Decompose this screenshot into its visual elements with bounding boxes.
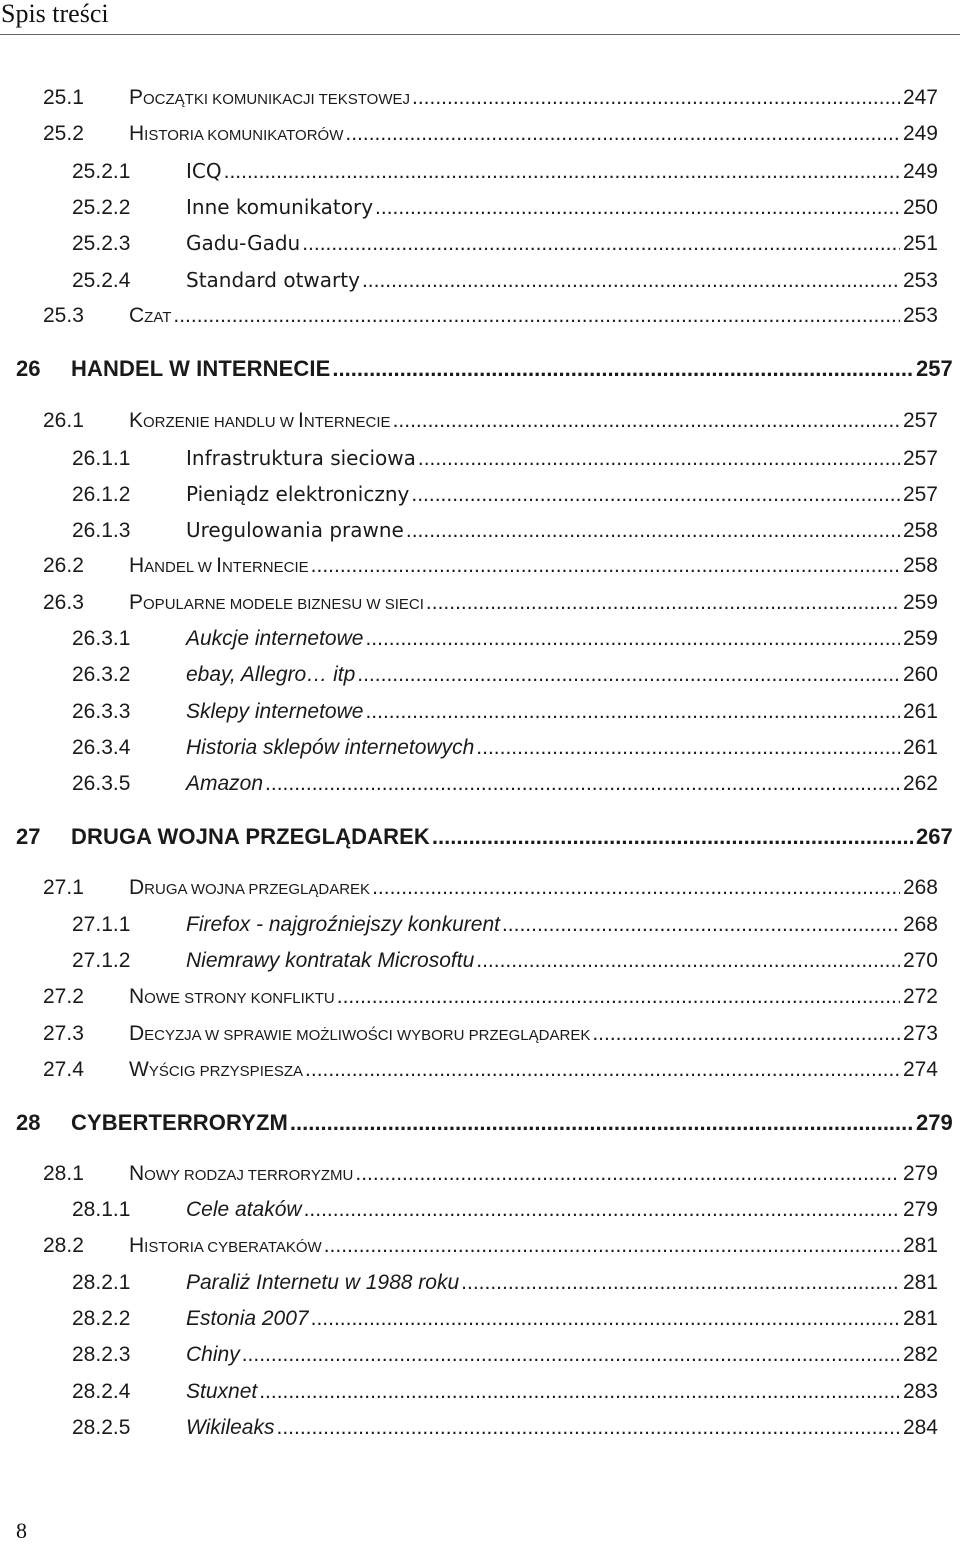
toc-entry-number: 26.3.1 — [72, 627, 131, 650]
toc-entry-number: 26.1.1 — [72, 447, 131, 470]
dot-leader — [290, 1110, 913, 1136]
toc-entry-number: 28.2.3 — [72, 1343, 131, 1366]
toc-entry-26[interactable] — [0, 356, 960, 388]
toc-entry-page: 282 — [902, 1343, 938, 1366]
toc-entry-27[interactable] — [0, 824, 960, 856]
dot-leader — [302, 232, 900, 256]
toc-entry-title-part: ISTORIA KOMUNIKATORÓW — [144, 127, 344, 144]
toc-entry-title-part: P — [129, 86, 144, 109]
toc-entry-page: 272 — [902, 985, 938, 1008]
dot-leader — [375, 196, 900, 220]
toc-entry-page: 281 — [902, 1307, 938, 1330]
toc-entry-title: Chiny — [186, 1343, 240, 1366]
dot-leader — [311, 1307, 900, 1331]
toc-entry-title: Amazon — [186, 772, 264, 795]
toc-entry-title-part: OPULARNE MODELE BIZNESU W SIECI — [143, 596, 424, 613]
toc-entry-title-part: NTERNECIE — [221, 559, 309, 576]
toc-entry-28-2-2[interactable] — [0, 1307, 960, 1339]
toc-entry-number: 28.2.5 — [72, 1416, 131, 1439]
toc-entry-25-2-1[interactable] — [0, 159, 960, 191]
toc-entry-title-part: OWY RODZAJ TERRORYZMU — [144, 1167, 354, 1184]
toc-entry-title: Cele ataków — [186, 1198, 302, 1221]
toc-entry-26-1[interactable] — [0, 409, 960, 441]
dot-leader — [393, 409, 900, 433]
toc-entry-number: 26.1.2 — [72, 483, 131, 506]
toc-entry-number: 26.2 — [43, 554, 84, 577]
toc-entry-title: HANDEL W INTERNECIE — [71, 356, 331, 381]
toc-entry-number: 27.1.1 — [72, 913, 131, 936]
toc-entry-number: 25.2.1 — [72, 160, 131, 183]
toc-entry-title-part: ISTORIA CYBERATAKÓW — [144, 1239, 322, 1256]
dot-leader — [337, 985, 900, 1009]
page-number: 8 — [16, 1518, 27, 1543]
toc-entry-page: 247 — [902, 86, 938, 109]
toc-entry-26-1-2[interactable] — [0, 482, 960, 514]
dot-leader — [304, 1198, 900, 1222]
toc-entry-title — [129, 1058, 303, 1082]
toc-entry-title-part: P — [129, 591, 144, 614]
toc-entry-number: 25.3 — [43, 304, 84, 327]
toc-entry-page: 274 — [902, 1058, 938, 1081]
toc-entry-26-3[interactable] — [0, 591, 960, 623]
toc-entry-title: Estonia 2007 — [186, 1307, 309, 1330]
toc-entry-title — [129, 1234, 322, 1258]
toc-entry-title-part: H — [129, 122, 145, 145]
toc-entry-title-part: C — [129, 304, 145, 327]
toc-entry-number: 25.2.4 — [72, 269, 131, 292]
toc-entry-25-2[interactable] — [0, 122, 960, 154]
toc-entry-title-part: OWE STRONY KONFLIKTU — [144, 990, 335, 1007]
toc-entry-26-2[interactable] — [0, 554, 960, 586]
toc-entry-page: 279 — [902, 1162, 938, 1185]
toc-entry-number: 28.2.2 — [72, 1307, 131, 1330]
toc-entry-page: 281 — [902, 1234, 938, 1257]
toc-entry-page: 262 — [902, 772, 938, 795]
toc-entry-number: 25.1 — [43, 86, 84, 109]
toc-entry-number: 28.1 — [43, 1162, 84, 1185]
toc-entry-28-2[interactable] — [0, 1234, 960, 1266]
toc-entry-title: DRUGA WOJNA PRZEGLĄDAREK — [71, 824, 430, 849]
toc-entry-25-2-4[interactable] — [0, 268, 960, 300]
toc-entry-title-part: N — [129, 985, 145, 1008]
dot-leader — [372, 876, 900, 900]
toc-entry-number: 27.4 — [43, 1058, 84, 1081]
toc-entry-page: 253 — [902, 304, 938, 327]
toc-entry-page: 281 — [902, 1271, 938, 1294]
toc-entry-number: 26.3 — [43, 591, 84, 614]
dot-leader — [418, 447, 900, 471]
toc-entry-page: 257 — [902, 447, 938, 470]
toc-entry-page: 257 — [902, 483, 938, 506]
toc-entry-title: Historia sklepów internetowych — [186, 736, 475, 759]
toc-entry-title: Inne komunikatory — [186, 195, 374, 219]
dot-leader — [242, 1343, 900, 1367]
page-title: Spis treści — [1, 0, 109, 28]
toc-entry-page: 253 — [902, 269, 938, 292]
toc-entry-number: 26.1 — [43, 409, 84, 432]
toc-entry-page: 270 — [902, 949, 938, 972]
toc-entry-28-1[interactable] — [0, 1162, 960, 1194]
toc-entry-number: 27.1 — [43, 876, 84, 899]
toc-entry-title — [129, 591, 424, 615]
toc-entry-26-1-1[interactable] — [0, 446, 960, 478]
toc-entry-number: 28.1.1 — [72, 1198, 131, 1221]
toc-entry-27-1[interactable] — [0, 876, 960, 908]
dot-leader — [426, 591, 900, 615]
toc-entry-title-part: D — [129, 1022, 145, 1045]
dot-leader — [476, 736, 900, 760]
toc-entry-number: 25.2.3 — [72, 232, 131, 255]
dot-leader — [365, 700, 900, 724]
toc-entry-page: 251 — [902, 232, 938, 255]
toc-entry-title-part: YŚCIG PRZYSPIESZA — [148, 1063, 304, 1080]
dot-leader — [432, 824, 913, 850]
toc-entry-28-2-5[interactable] — [0, 1416, 960, 1448]
toc-entry-title — [129, 1162, 353, 1186]
toc-entry-page: 257 — [916, 356, 953, 381]
toc-entry-title — [129, 409, 391, 433]
dot-leader — [592, 1022, 900, 1046]
toc-entry-number: 26 — [16, 356, 41, 381]
toc-entry-26-3-1[interactable] — [0, 627, 960, 659]
toc-entry-title-part: OCZĄTKI KOMUNIKACJI TEKSTOWEJ — [143, 91, 410, 108]
dot-leader — [502, 913, 900, 937]
toc-entry-25-3[interactable] — [0, 304, 960, 336]
toc-entry-number: 25.2 — [43, 122, 84, 145]
toc-entry-title: Aukcje internetowe — [186, 627, 364, 650]
toc-entry-title — [129, 876, 370, 900]
toc-entry-page: 250 — [902, 196, 938, 219]
toc-entry-25-2-3[interactable] — [0, 231, 960, 263]
toc-entry-title: ebay, Allegro… itp — [186, 663, 356, 686]
dot-leader — [332, 356, 913, 382]
toc-entry-page: 261 — [902, 736, 938, 759]
toc-entry-number: 27.2 — [43, 985, 84, 1008]
toc-entry-title — [129, 122, 343, 146]
toc-entry-title — [129, 304, 171, 328]
toc-entry-title-part: H — [129, 1234, 145, 1257]
dot-leader — [412, 86, 900, 110]
toc-entry-title — [129, 1022, 590, 1046]
toc-entry-page: 268 — [902, 876, 938, 899]
dot-leader — [411, 483, 900, 507]
toc-entry-page: 258 — [902, 554, 938, 577]
toc-entry-title-part: RUGA WOJNA PRZEGLĄDAREK — [144, 881, 371, 898]
toc-entry-number: 26.3.3 — [72, 700, 131, 723]
dot-leader — [277, 1416, 900, 1440]
toc-entry-26-3-4[interactable] — [0, 736, 960, 768]
toc-entry-title: CYBERTERRORYZM — [71, 1110, 288, 1135]
toc-entry-title-part: H — [129, 554, 145, 577]
toc-entry-title: Niemrawy kontratak Microsoftu — [186, 949, 475, 972]
toc-entry-number: 27.3 — [43, 1022, 84, 1045]
toc-entry-page: 257 — [902, 409, 938, 432]
toc-entry-27-2[interactable] — [0, 985, 960, 1017]
toc-entry-title: Pieniądz elektroniczny — [186, 482, 410, 506]
toc-entry-title-part: ZAT — [144, 309, 172, 326]
toc-entry-page: 259 — [902, 591, 938, 614]
toc-entry-page: 268 — [902, 913, 938, 936]
toc-entry-title-part: ANDEL W — [144, 559, 217, 576]
toc-entry-27-3[interactable] — [0, 1022, 960, 1054]
toc-entry-27-1-2[interactable] — [0, 949, 960, 981]
toc-entry-title-part: W — [129, 1058, 149, 1081]
toc-entry-title-part: D — [129, 876, 145, 899]
toc-entry-number: 26.3.4 — [72, 736, 131, 759]
toc-entry-page: 283 — [902, 1380, 938, 1403]
toc-entry-page: 261 — [902, 700, 938, 723]
toc-entry-28-2-4[interactable] — [0, 1380, 960, 1412]
toc-entry-number: 25.2.2 — [72, 196, 131, 219]
toc-entry-title-part: N — [129, 1162, 145, 1185]
toc-entry-number: 26.3.5 — [72, 772, 131, 795]
dot-leader — [345, 122, 900, 146]
toc-entry-number: 27.1.2 — [72, 949, 131, 972]
toc-entry-page: 259 — [902, 627, 938, 650]
toc-entry-title: Uregulowania prawne — [186, 518, 404, 542]
dot-leader — [305, 1058, 900, 1082]
toc-entry-title: ICQ — [186, 159, 222, 183]
toc-entry-number: 26.3.2 — [72, 663, 131, 686]
dot-leader — [311, 554, 900, 578]
toc-entry-26-3-5[interactable] — [0, 772, 960, 804]
toc-entry-page: 249 — [902, 122, 938, 145]
toc-entry-title — [129, 985, 335, 1009]
dot-leader — [476, 949, 900, 973]
toc-entry-number: 28.2 — [43, 1234, 84, 1257]
dot-leader — [365, 627, 900, 651]
toc-entry-page: 284 — [902, 1416, 938, 1439]
dot-leader — [357, 663, 900, 687]
toc-entry-title: Sklepy internetowe — [186, 700, 364, 723]
toc-entry-number: 28 — [16, 1110, 41, 1135]
toc-entry-page: 273 — [902, 1022, 938, 1045]
dot-leader — [173, 304, 900, 328]
toc-entry-title — [129, 86, 410, 110]
toc-entry-title-part: ECYZJA W SPRAWIE MOŻLIWOŚCI WYBORU PRZEGLĄDAREK — [144, 1027, 591, 1044]
toc-entry-title: Firefox - najgroźniejszy konkurent — [186, 913, 500, 936]
toc-entry-title: Infrastruktura sieciowa — [186, 446, 416, 470]
dot-leader — [461, 1271, 900, 1295]
toc-entry-number: 28.2.1 — [72, 1271, 131, 1294]
toc-entry-title: Gadu-Gadu — [186, 231, 301, 255]
toc-entry-title: Wikileaks — [186, 1416, 275, 1439]
dot-leader — [355, 1162, 900, 1186]
toc-entry-28-2-1[interactable] — [0, 1271, 960, 1303]
toc-entry-26-3-3[interactable] — [0, 700, 960, 732]
dot-leader — [224, 160, 900, 184]
toc-entry-number: 26.1.3 — [72, 519, 131, 542]
toc-entry-25-1[interactable] — [0, 86, 960, 118]
toc-entry-title-part: I — [216, 554, 222, 577]
toc-entry-27-1-1[interactable] — [0, 913, 960, 945]
toc-entry-page: 267 — [916, 824, 953, 849]
toc-entry-page: 279 — [916, 1110, 953, 1135]
toc-entry-title: Standard otwarty — [186, 268, 360, 292]
toc-entry-title-part: I — [298, 409, 304, 432]
toc-entry-title: Stuxnet — [186, 1380, 258, 1403]
toc-entry-28-2-3[interactable] — [0, 1343, 960, 1375]
dot-leader — [324, 1234, 900, 1258]
toc-entry-page: 249 — [902, 160, 938, 183]
toc-entry-number: 27 — [16, 824, 41, 849]
toc-entry-page: 279 — [902, 1198, 938, 1221]
toc-entry-title-part: ORZENIE HANDLU W — [143, 414, 299, 431]
toc-entry-title: Paraliż Internetu w 1988 roku — [186, 1271, 460, 1294]
toc-entry-page: 260 — [902, 663, 938, 686]
toc-entry-title — [129, 554, 309, 578]
toc-entry-number: 28.2.4 — [72, 1380, 131, 1403]
dot-leader — [406, 519, 900, 543]
dot-leader — [259, 1380, 900, 1404]
dot-leader — [362, 269, 900, 293]
toc-entry-26-3-2[interactable] — [0, 663, 960, 695]
toc-entry-title-part: K — [129, 409, 144, 432]
toc-entry-title-part: NTERNECIE — [303, 414, 391, 431]
toc-entry-25-2-2[interactable] — [0, 195, 960, 227]
toc-entry-26-1-3[interactable] — [0, 518, 960, 550]
toc-entry-page: 258 — [902, 519, 938, 542]
toc-entry-28-1-1[interactable] — [0, 1198, 960, 1230]
toc-entry-28[interactable] — [0, 1110, 960, 1142]
dot-leader — [265, 772, 900, 796]
toc-entry-27-4[interactable] — [0, 1058, 960, 1090]
